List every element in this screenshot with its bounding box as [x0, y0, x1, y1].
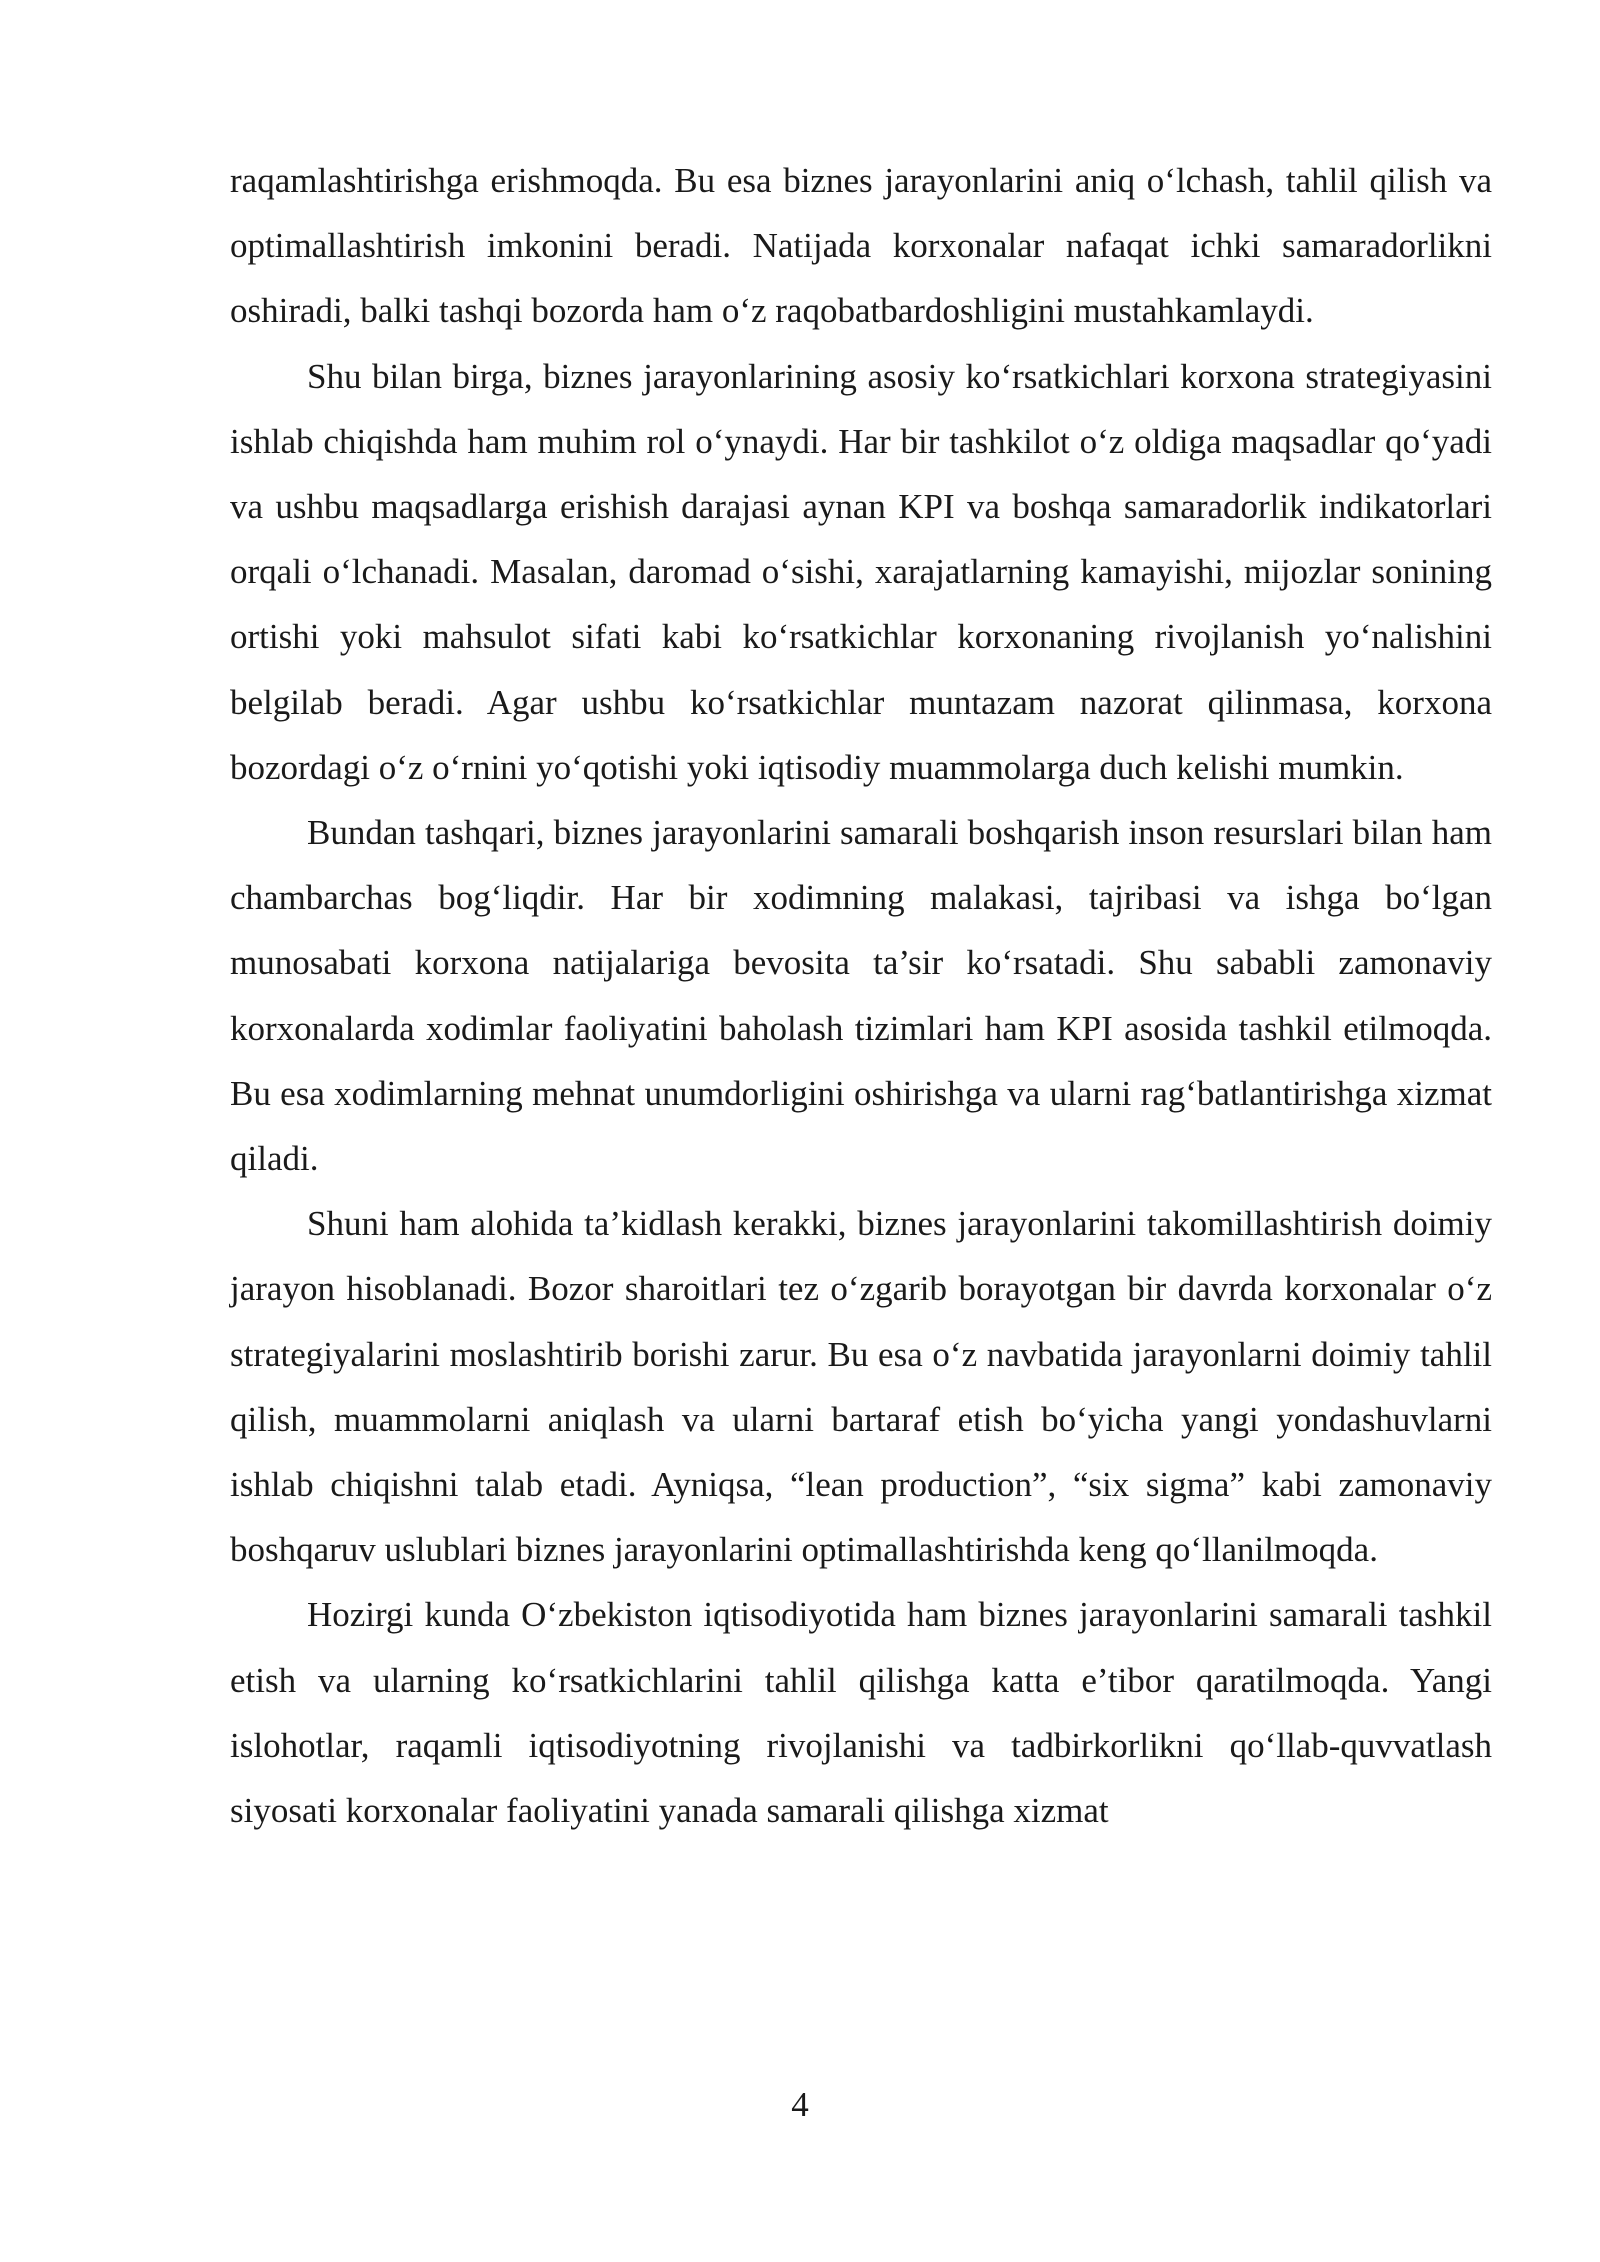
- paragraph-1: raqamlashtirishga erishmoqda. Bu esa biznes jarayonlarini aniq o‘lchash, tahlil qilish va optimallashtirish imkonini beradi. Natijada korxonalar nafaqat ichki samaradorlikni oshiradi, balki tashqi bozorda ham o‘z raqobatbardoshligini mustahkamlaydi.: [230, 161, 1492, 331]
- paragraph-2: Shu bilan birga, biznes jarayonlarining asosiy ko‘rsatkichlari korxona strategiyasini ishlab chiqishda ham muhim rol o‘ynaydi. Har bir tashkilot o‘z oldiga maqsadlar qo‘yadi va ushbu maqsadlarga erishish darajasi aynan KPI va boshqa samaradorlik indikatorlari orqali o‘lchanadi. Masalan, daromad o‘sishi, xarajatlarning kamayishi, mijozlar sonining ortishi yoki mahsulot sifati kabi ko‘rsatkichlar korxonaning rivojlanish yo‘nalishini belgilab beradi. Agar ushbu ko‘rsatkichlar muntazam nazorat qilinmasa, korxona bozordagi o‘z o‘rnini yo‘qotishi yoki iqtisodiy muammolarga duch kelishi mumkin.: [230, 356, 1492, 787]
- page-number: 4: [791, 2085, 809, 2124]
- body-text: [230, 148, 1492, 1843]
- paragraph-3: Bundan tashqari, biznes jarayonlarini samarali boshqarish inson resurslari bilan ham chambarchas bog‘liqdir. Har bir xodimning malakasi, tajribasi va ishga bo‘lgan munosabati korxona natijalariga bevosita ta’sir ko‘rsatadi. Shu sababli zamonaviy korxonalarda xodimlar faoliyatini baholash tizimlari ham KPI asosida tashkil etilmoqda. Bu esa xodimlarning mehnat unumdorligini oshirishga va ularni rag‘batlantirishga xizmat qiladi.: [230, 813, 1492, 1179]
- paragraph-5: Hozirgi kunda O‘zbekiston iqtisodiyotida ham biznes jarayonlarini samarali tashkil etish va ularning ko‘rsatkichlarini tahlil qilishga katta e’tibor qaratilmoqda. Yangi islohotlar, raqamli iqtisodiyotning rivojlanishi va tadbirkorlikni qo‘llab-quvvatlash siyosati korxonalar faoliyatini yanada samarali qilishga xizmat: [230, 1595, 1492, 1831]
- paragraph-4: Shuni ham alohida ta’kidlash kerakki, biznes jarayonlarini takomillashtirish doimiy jarayon hisoblanadi. Bozor sharoitlari tez o‘zgarib borayotgan bir davrda korxonalar o‘z strategiyalarini moslashtirib borishi zarur. Bu esa o‘z navbatida jarayonlarni doimiy tahlil qilish, muammolarni aniqlash va ularni bartaraf etish bo‘yicha yangi yondashuvlarni ishlab chiqishni talab etadi. Ayniqsa, “lean production”, “six sigma” kabi zamonaviy boshqaruv uslublari biznes jarayonlarini optimallashtirishda keng qo‘llanilmoqda.: [230, 1204, 1492, 1570]
